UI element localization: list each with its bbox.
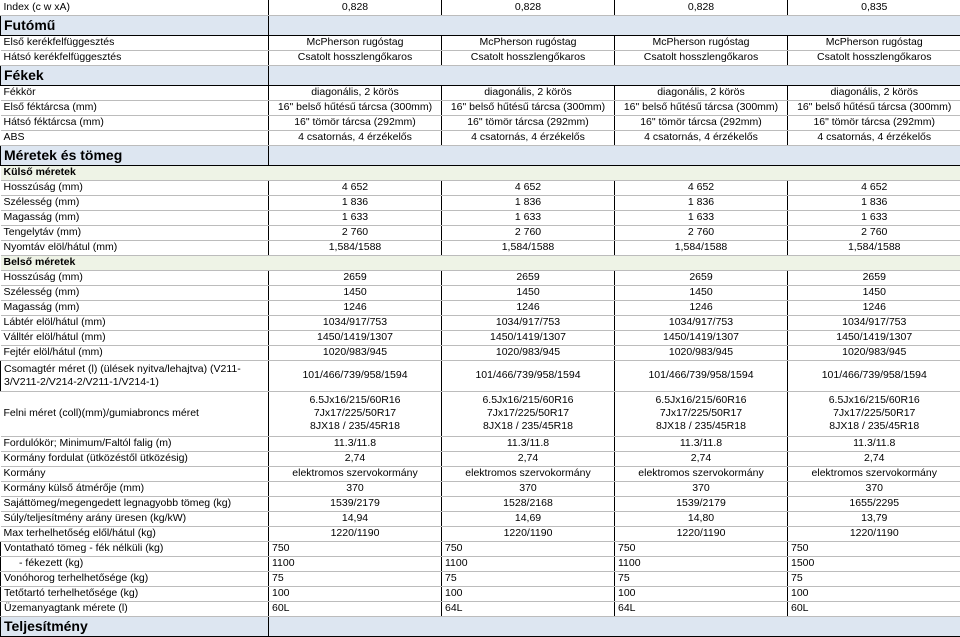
- spec-value-cell: 1100: [615, 556, 788, 571]
- empty-cell: [269, 616, 442, 636]
- spec-value-cell: 1450: [442, 285, 615, 300]
- spec-label: Tengelytáv (mm): [1, 225, 269, 240]
- spec-value-cell: 1100: [269, 556, 442, 571]
- spec-value-cell: 4 652: [442, 180, 615, 195]
- spec-label: Nyomtáv elöl/hátul (mm): [1, 240, 269, 255]
- spec-value-cell: 1034/917/753: [615, 315, 788, 330]
- spec-value-cell: [615, 391, 788, 436]
- subsection-row: [1, 255, 960, 270]
- spec-label: Index (c w xA): [1, 0, 269, 15]
- empty-cell: [615, 15, 788, 35]
- spec-value-cell: 16" belső hűtésű tárcsa (300mm): [442, 100, 615, 115]
- spec-value-cell: diagonális, 2 körös: [442, 85, 615, 100]
- empty-cell: [269, 145, 442, 165]
- spec-value-cell: 1450: [788, 285, 960, 300]
- spec-value-cell: 16" tömör tárcsa (292mm): [788, 115, 960, 130]
- empty-cell: [788, 255, 960, 270]
- spec-value-cell: 101/466/739/958/1594: [442, 360, 615, 391]
- section-title: Teljesítmény: [1, 616, 269, 636]
- spec-value-line: 7Jx17/225/50R17: [272, 407, 438, 420]
- subsection-title: Külső méretek: [1, 165, 269, 180]
- empty-cell: [442, 15, 615, 35]
- spec-value-cell: McPherson rugóstag: [269, 35, 442, 50]
- spec-value-cell: 2,74: [615, 451, 788, 466]
- spec-value-cell: 1220/1190: [269, 526, 442, 541]
- spec-value-cell: elektromos szervokormány: [442, 466, 615, 481]
- spec-value-cell: 750: [442, 541, 615, 556]
- spec-value-cell: 1 633: [788, 210, 960, 225]
- spec-row: [1, 436, 960, 451]
- spec-value-line: 7Jx17/225/50R17: [791, 407, 958, 420]
- spec-value-cell: 1450/1419/1307: [788, 330, 960, 345]
- spec-value-cell: [788, 391, 960, 436]
- spec-label: Sajáttömeg/megengedett legnagyobb tömeg (kg): [1, 496, 269, 511]
- spec-value-cell: 1246: [788, 300, 960, 315]
- spec-label: Tetőtartó terhelhetősége (kg): [1, 586, 269, 601]
- spec-value-cell: 1,584/1588: [442, 240, 615, 255]
- spec-value-cell: 370: [442, 481, 615, 496]
- spec-value-cell: 370: [269, 481, 442, 496]
- empty-cell: [788, 65, 960, 85]
- spec-value-cell: elektromos szervokormány: [788, 466, 960, 481]
- spec-value-cell: 16" belső hűtésű tárcsa (300mm): [788, 100, 960, 115]
- spec-label: Fordulókör; Minimum/Faltól falig (m): [1, 436, 269, 451]
- empty-cell: [269, 15, 442, 35]
- spec-value-cell: 1220/1190: [442, 526, 615, 541]
- spec-value-cell: 100: [442, 586, 615, 601]
- spec-value-cell: 13,79: [788, 511, 960, 526]
- spec-value-cell: 4 csatornás, 4 érzékelős: [615, 130, 788, 145]
- spec-value-cell: 11.3/11.8: [615, 436, 788, 451]
- spec-row: [1, 511, 960, 526]
- spec-label: Felni méret (coll)(mm)/gumiabroncs méret: [1, 391, 269, 436]
- spec-label: Válltér elöl/hátul (mm): [1, 330, 269, 345]
- spec-value-cell: 2,74: [269, 451, 442, 466]
- spec-value-cell: 1034/917/753: [788, 315, 960, 330]
- spec-value-cell: 1 633: [615, 210, 788, 225]
- empty-cell: [615, 616, 788, 636]
- spec-value-cell: 2659: [788, 270, 960, 285]
- spec-value-line: 6.5Jx16/215/60R16: [791, 394, 958, 407]
- spec-value-cell: 16" tömör tárcsa (292mm): [442, 115, 615, 130]
- spec-row: [1, 345, 960, 360]
- spec-value-cell: 2659: [442, 270, 615, 285]
- spec-value-line: 6.5Jx16/215/60R16: [272, 394, 438, 407]
- spec-value-cell: 750: [269, 541, 442, 556]
- spec-value-cell: diagonális, 2 körös: [269, 85, 442, 100]
- spec-label: Hosszúság (mm): [1, 180, 269, 195]
- spec-value-cell: 2659: [269, 270, 442, 285]
- spec-value-cell: McPherson rugóstag: [788, 35, 960, 50]
- spec-value-cell: 2659: [615, 270, 788, 285]
- spec-label: Hosszúság (mm): [1, 270, 269, 285]
- spec-value-cell: 1655/2295: [788, 496, 960, 511]
- spec-value-cell: 75: [269, 571, 442, 586]
- spec-value-cell: McPherson rugóstag: [615, 35, 788, 50]
- spec-value-cell: [442, 391, 615, 436]
- spec-label: Első féktárcsa (mm): [1, 100, 269, 115]
- empty-cell: [788, 616, 960, 636]
- spec-label: Első kerékfelfüggesztés: [1, 35, 269, 50]
- spec-row: [1, 0, 960, 15]
- spec-value-cell: 1 633: [442, 210, 615, 225]
- spec-label: - fékezett (kg): [1, 556, 269, 571]
- spec-value-cell: 0,828: [615, 0, 788, 15]
- spec-value-cell: elektromos szervokormány: [269, 466, 442, 481]
- spec-label: Kormány külső átmérője (mm): [1, 481, 269, 496]
- spec-value-cell: 1246: [442, 300, 615, 315]
- spec-value-cell: 75: [615, 571, 788, 586]
- spec-value-cell: 0,828: [442, 0, 615, 15]
- spec-value-line: 8JX18 / 235/45R18: [791, 420, 958, 433]
- spec-value-cell: 1 836: [269, 195, 442, 210]
- empty-cell: [615, 145, 788, 165]
- spec-value-cell: 16" tömör tárcsa (292mm): [269, 115, 442, 130]
- spec-value-line: 8JX18 / 235/45R18: [272, 420, 438, 433]
- spec-label: Szélesség (mm): [1, 285, 269, 300]
- spec-label: Fékkör: [1, 85, 269, 100]
- spec-value-cell: [269, 391, 442, 436]
- spec-value-cell: elektromos szervokormány: [615, 466, 788, 481]
- spec-value-cell: 101/466/739/958/1594: [788, 360, 960, 391]
- spec-label: Csomagtér méret (l) (ülések nyitva/lehajtva) (V211-3/V211-2/V214-2/V211-1/V214-1): [1, 360, 269, 391]
- spec-value-cell: 11.3/11.8: [788, 436, 960, 451]
- spec-row: [1, 270, 960, 285]
- spec-value-cell: 1220/1190: [788, 526, 960, 541]
- spec-value-cell: 1450/1419/1307: [615, 330, 788, 345]
- spec-value-cell: 2 760: [615, 225, 788, 240]
- spec-value-cell: 100: [269, 586, 442, 601]
- spec-value-cell: 1020/983/945: [442, 345, 615, 360]
- empty-cell: [269, 255, 442, 270]
- spec-row: [1, 285, 960, 300]
- empty-cell: [615, 255, 788, 270]
- empty-cell: [442, 255, 615, 270]
- spec-value-cell: 14,69: [442, 511, 615, 526]
- empty-cell: [615, 165, 788, 180]
- spec-value-cell: 2,74: [442, 451, 615, 466]
- spec-value-cell: diagonális, 2 körös: [615, 85, 788, 100]
- spec-value-line: 8JX18 / 235/45R18: [445, 420, 611, 433]
- spec-row: [1, 586, 960, 601]
- spec-row: [1, 541, 960, 556]
- spec-value-cell: 64L: [615, 601, 788, 616]
- spec-row: [1, 50, 960, 65]
- spec-value-cell: 1020/983/945: [615, 345, 788, 360]
- spec-row: [1, 360, 960, 391]
- spec-value-cell: 4 csatornás, 4 érzékelős: [442, 130, 615, 145]
- spec-label: Hátsó féktárcsa (mm): [1, 115, 269, 130]
- spec-label: Lábtér elöl/hátul (mm): [1, 315, 269, 330]
- subsection-row: [1, 165, 960, 180]
- spec-label: Vonóhorog terhelhetősége (kg): [1, 571, 269, 586]
- spec-value-cell: 11.3/11.8: [269, 436, 442, 451]
- spec-value-cell: 1 836: [442, 195, 615, 210]
- section-title: Méretek és tömeg: [1, 145, 269, 165]
- spec-value-cell: 1,584/1588: [615, 240, 788, 255]
- spec-row: [1, 391, 960, 436]
- section-header-row: [1, 65, 960, 85]
- spec-value-cell: 750: [788, 541, 960, 556]
- spec-value-cell: 1539/2179: [615, 496, 788, 511]
- spec-row: [1, 571, 960, 586]
- spec-row: [1, 240, 960, 255]
- spec-value-cell: 1539/2179: [269, 496, 442, 511]
- empty-cell: [269, 165, 442, 180]
- empty-cell: [269, 65, 442, 85]
- spec-value-cell: 60L: [269, 601, 442, 616]
- spec-value-cell: 4 csatornás, 4 érzékelős: [269, 130, 442, 145]
- spec-value-cell: 1 836: [615, 195, 788, 210]
- spec-value-cell: 2 760: [788, 225, 960, 240]
- spec-value-cell: 101/466/739/958/1594: [269, 360, 442, 391]
- spec-value-cell: 1500: [788, 556, 960, 571]
- spec-value-cell: diagonális, 2 körös: [788, 85, 960, 100]
- spec-value-cell: 1246: [269, 300, 442, 315]
- spec-value-cell: 1246: [615, 300, 788, 315]
- spec-value-cell: 1220/1190: [615, 526, 788, 541]
- spec-value-cell: Csatolt hosszlengőkaros: [615, 50, 788, 65]
- spec-row: [1, 481, 960, 496]
- spec-value-cell: 100: [788, 586, 960, 601]
- spec-value-cell: 75: [442, 571, 615, 586]
- empty-cell: [442, 616, 615, 636]
- spec-value-cell: 370: [788, 481, 960, 496]
- spec-value-cell: 4 csatornás, 4 érzékelős: [788, 130, 960, 145]
- spec-row: [1, 556, 960, 571]
- spec-row: [1, 180, 960, 195]
- spec-value-cell: 1,584/1588: [269, 240, 442, 255]
- spec-value-cell: 75: [788, 571, 960, 586]
- spec-value-cell: 1020/983/945: [269, 345, 442, 360]
- spec-value-cell: 0,828: [269, 0, 442, 15]
- spec-label: ABS: [1, 130, 269, 145]
- spec-value-cell: 1450/1419/1307: [269, 330, 442, 345]
- empty-cell: [788, 165, 960, 180]
- spec-value-cell: 14,94: [269, 511, 442, 526]
- spec-row: [1, 601, 960, 616]
- spec-row: [1, 330, 960, 345]
- spec-value-line: 7Jx17/225/50R17: [445, 407, 611, 420]
- spec-row: [1, 35, 960, 50]
- spec-value-cell: 750: [615, 541, 788, 556]
- spec-value-cell: 1450: [269, 285, 442, 300]
- spec-label: Szélesség (mm): [1, 195, 269, 210]
- spec-label: Hátsó kerékfelfüggesztés: [1, 50, 269, 65]
- section-header-row: [1, 145, 960, 165]
- empty-cell: [788, 15, 960, 35]
- spec-row: [1, 225, 960, 240]
- spec-row: [1, 195, 960, 210]
- empty-cell: [442, 165, 615, 180]
- subsection-title: Belső méretek: [1, 255, 269, 270]
- spec-value-line: 8JX18 / 235/45R18: [618, 420, 784, 433]
- spec-label: Üzemanyagtank mérete (l): [1, 601, 269, 616]
- spec-value-cell: 11.3/11.8: [442, 436, 615, 451]
- section-title: Fékek: [1, 65, 269, 85]
- spec-value-cell: 2 760: [269, 225, 442, 240]
- spec-value-cell: 16" tömör tárcsa (292mm): [615, 115, 788, 130]
- empty-cell: [615, 65, 788, 85]
- spec-label: Magasság (mm): [1, 210, 269, 225]
- spec-value-cell: 101/466/739/958/1594: [615, 360, 788, 391]
- spec-value-cell: 1450: [615, 285, 788, 300]
- spec-value-cell: Csatolt hosszlengőkaros: [442, 50, 615, 65]
- section-header-row: [1, 616, 960, 636]
- spec-value-cell: 16" belső hűtésű tárcsa (300mm): [269, 100, 442, 115]
- spec-value-line: 6.5Jx16/215/60R16: [618, 394, 784, 407]
- spec-value-cell: 1034/917/753: [442, 315, 615, 330]
- empty-cell: [442, 65, 615, 85]
- spec-value-cell: 100: [615, 586, 788, 601]
- spec-label: Kormány fordulat (ütközéstől ütközésig): [1, 451, 269, 466]
- spec-row: [1, 466, 960, 481]
- spec-label: Max terhelhetőség elől/hátul (kg): [1, 526, 269, 541]
- spec-row: [1, 100, 960, 115]
- spec-value-cell: 1020/983/945: [788, 345, 960, 360]
- spec-row: [1, 85, 960, 100]
- section-header-row: [1, 15, 960, 35]
- spec-label: Súly/teljesítmény arány üresen (kg/kW): [1, 511, 269, 526]
- spec-label: Kormány: [1, 466, 269, 481]
- spec-value-line: 7Jx17/225/50R17: [618, 407, 784, 420]
- spec-row: [1, 315, 960, 330]
- spec-value-cell: 1450/1419/1307: [442, 330, 615, 345]
- spec-value-cell: 1100: [442, 556, 615, 571]
- spec-row: [1, 210, 960, 225]
- spec-value-cell: Csatolt hosszlengőkaros: [788, 50, 960, 65]
- spec-value-cell: 1 633: [269, 210, 442, 225]
- spec-value-cell: 64L: [442, 601, 615, 616]
- spec-label: Fejtér elöl/hátul (mm): [1, 345, 269, 360]
- section-title: Futómű: [1, 15, 269, 35]
- spec-row: [1, 526, 960, 541]
- spec-value-cell: 16" belső hűtésű tárcsa (300mm): [615, 100, 788, 115]
- spec-value-cell: 1034/917/753: [269, 315, 442, 330]
- spec-row: [1, 115, 960, 130]
- spec-row: [1, 496, 960, 511]
- spec-row: [1, 451, 960, 466]
- spec-value-cell: 1 836: [788, 195, 960, 210]
- spec-value-cell: McPherson rugóstag: [442, 35, 615, 50]
- empty-cell: [788, 145, 960, 165]
- empty-cell: [442, 145, 615, 165]
- spec-label: Magasság (mm): [1, 300, 269, 315]
- spec-value-cell: 370: [615, 481, 788, 496]
- spec-value-cell: 14,80: [615, 511, 788, 526]
- spec-value-cell: 2 760: [442, 225, 615, 240]
- spec-value-line: 6.5Jx16/215/60R16: [445, 394, 611, 407]
- spec-value-cell: 60L: [788, 601, 960, 616]
- spec-value-cell: 1,584/1588: [788, 240, 960, 255]
- spec-value-cell: 2,74: [788, 451, 960, 466]
- spec-label: Vontatható tömeg - fék nélküli (kg): [1, 541, 269, 556]
- spec-row: [1, 300, 960, 315]
- spec-value-cell: Csatolt hosszlengőkaros: [269, 50, 442, 65]
- spec-value-cell: 0,835: [788, 0, 960, 15]
- spec-value-cell: 4 652: [788, 180, 960, 195]
- spec-row: [1, 130, 960, 145]
- spec-value-cell: 4 652: [269, 180, 442, 195]
- spec-value-cell: 1528/2168: [442, 496, 615, 511]
- spec-value-cell: 4 652: [615, 180, 788, 195]
